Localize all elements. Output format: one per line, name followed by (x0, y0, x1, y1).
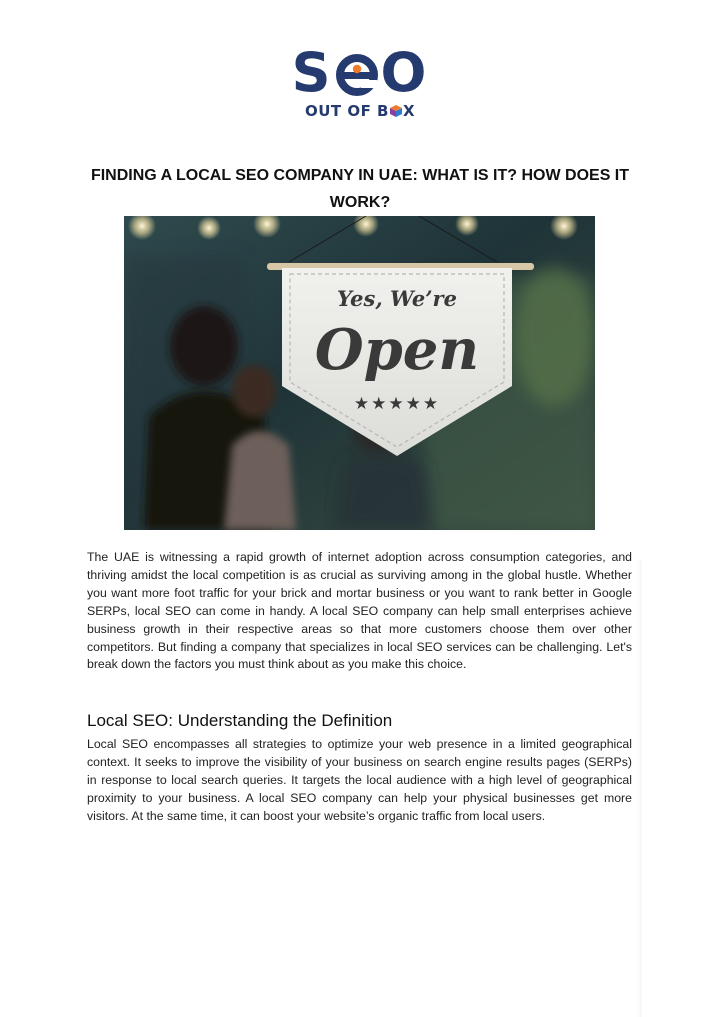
sign-stars: ★★★★★ (353, 394, 441, 414)
hero-image-open-sign (124, 216, 595, 530)
logo-subtitle (0, 102, 720, 120)
seo-out-of-box-logo[interactable] (0, 40, 720, 120)
section-heading: Local SEO: Understanding the Definition (87, 711, 393, 730)
page-edge-shadow (636, 560, 642, 1017)
logo-subtitle-start: OUT OF B (304, 102, 389, 120)
logo-letter-o: O (380, 41, 429, 104)
logo-wordmark (291, 40, 429, 104)
logo-letter-s: S (291, 41, 333, 104)
open-sign-photo (124, 216, 595, 530)
sign-text-yes-were: Yes, We’re (337, 286, 457, 311)
intro-paragraph: The UAE is witnessing a rapid growth of internet adoption across consumption categories, and thriving amidst the local competition is as crucial as surviving among in the global hustle. Whether you want more foot traffic for your brick and mortar business or you want to rank better in Google SERPs, local SEO can come in handy. A local SEO company can help small enterprises achieve business growth in their respective areas so that more customers choose them over other competitors. But finding a company that specializes in local SEO services can be challenging. Let's break down the factors you must think about as you make this choice. (87, 550, 632, 672)
sign-text-open: Open (314, 317, 480, 383)
box-icon (389, 104, 403, 118)
page-title: FINDING A LOCAL SEO COMPANY IN UAE: WHAT IS IT? HOW DOES IT WORK? (90, 167, 630, 211)
section-paragraph: Local SEO encompasses all strategies to optimize your web presence in a limited geographical context. It seeks to improve the visibility of your business on search engine results pages (SERPs) in response to local search queries. It targets the local audience with a high level of geographical proximity to your business. A local SEO company can help your physical businesses get more visitors. At the same time, it can boost your website’s organic traffic from local users. (87, 737, 632, 823)
eye-icon (335, 53, 379, 97)
logo-subtitle-end: X (402, 102, 416, 120)
